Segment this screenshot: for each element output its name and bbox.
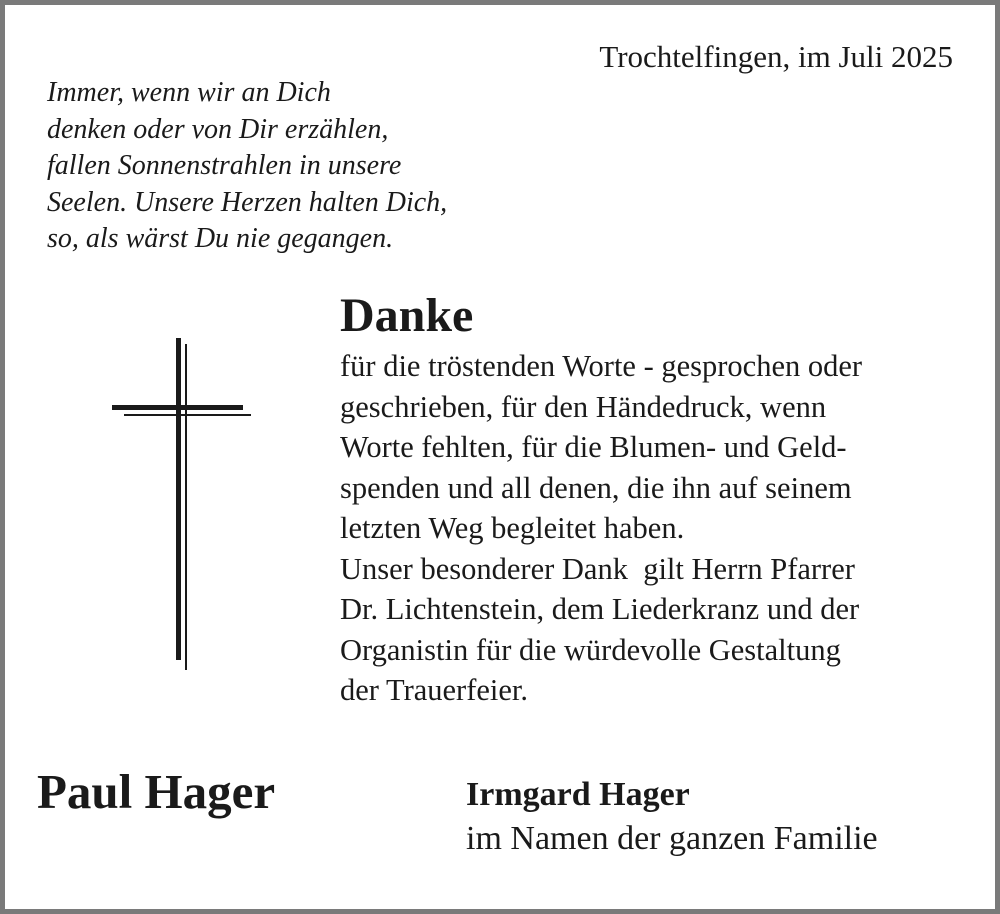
signer-note: im Namen der ganzen Familie [466, 820, 878, 857]
deceased-name: Paul Hager [37, 764, 276, 819]
verse-line: so, als wärst Du nie gegangen. [47, 223, 394, 254]
thanks-line: geschrieben, für den Händedruck, wenn [340, 389, 827, 424]
thanks-line: für die tröstenden Worte - gesprochen oder [340, 349, 863, 383]
thanks-line: Unser besonderer Dank gilt Herrn Pfarrer [340, 551, 855, 586]
thanks-heading: Danke [340, 289, 474, 342]
memorial-verse [47, 75, 447, 258]
latin-cross-icon [110, 338, 255, 673]
verse-line: Seelen. Unsere Herzen halten Dich, [47, 186, 448, 218]
verse-line: fallen Sonnenstrahlen in unsere [47, 150, 402, 181]
place-date: Trochtelfingen, im Juli 2025 [599, 39, 953, 74]
thanks-text [340, 346, 862, 711]
verse-line: denken oder von Dir erzählen, [47, 113, 389, 145]
verse-line: Immer, wenn wir an Dich [47, 77, 331, 108]
thanks-line: Dr. Lichtenstein, dem Liederkranz und der [340, 592, 860, 626]
thanks-line: spenden und all denen, die ihn auf seinem [340, 470, 852, 505]
thanks-line: der Trauerfeier. [340, 673, 529, 707]
signer-name: Irmgard Hager [466, 776, 690, 813]
thanks-line: Worte fehlten, für die Blumen- und Geld- [340, 430, 847, 464]
thanks-line: Organistin für die würdevolle Gestaltung [340, 632, 841, 667]
obituary-notice [5, 5, 995, 909]
thanks-line: letzten Weg begleitet haben. [340, 511, 685, 545]
